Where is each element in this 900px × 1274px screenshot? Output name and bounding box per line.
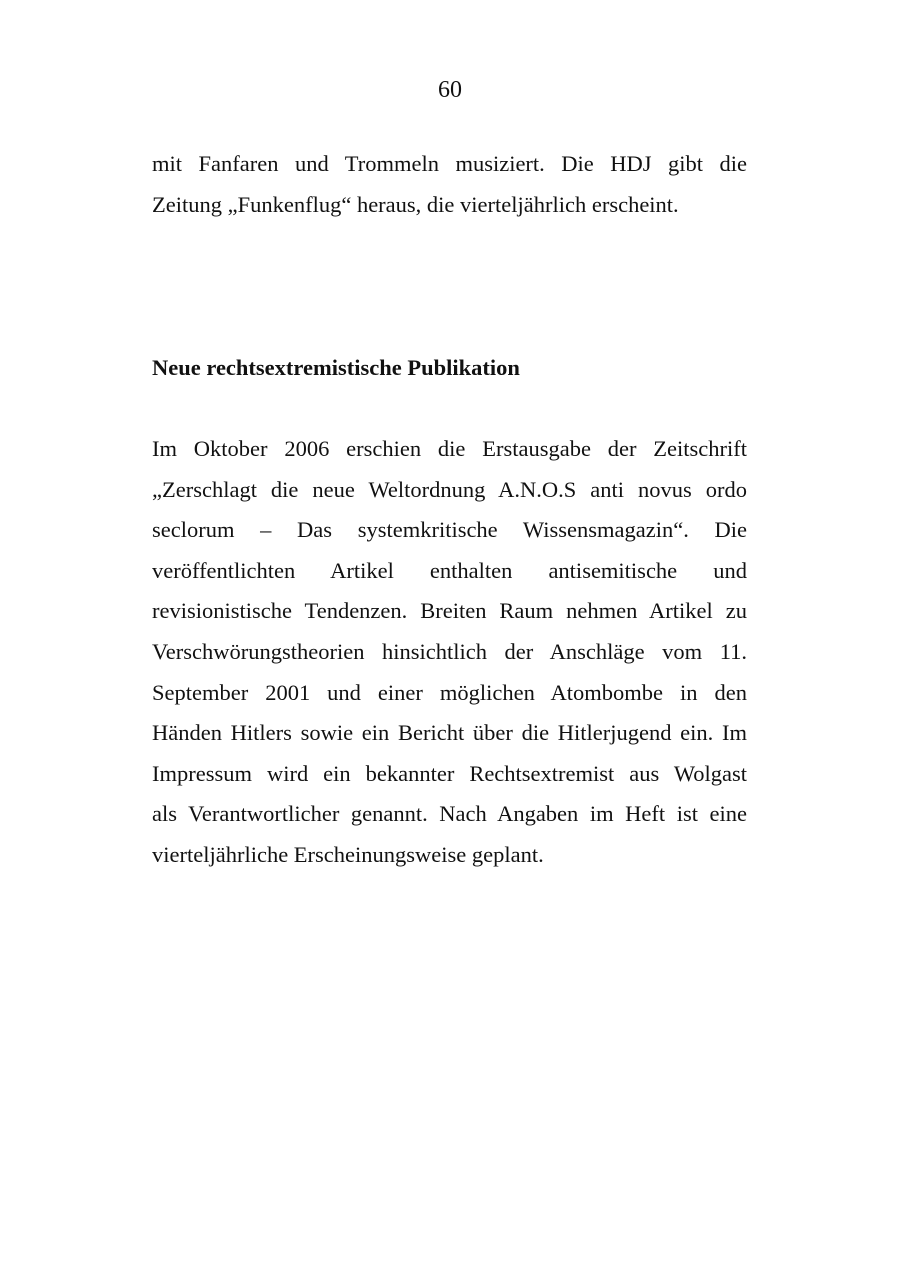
paragraph-line: Im Oktober 2006 erschien die Erstausgabe der Zeitschrift xyxy=(152,436,747,461)
paragraph-line: „Zerschlagt die neue Weltordnung A.N.O.S anti novus ordo xyxy=(152,476,747,502)
paragraph-line: Händen Hitlers sowie ein Bericht über die Hitlerjugend ein. Im xyxy=(152,720,747,746)
page-number: 60 xyxy=(438,77,462,103)
paragraph-line: als Verantwortlicher genannt. Nach Angaben im Heft ist eine xyxy=(152,801,747,827)
paragraph-line: seclorum – Das systemkritische Wissensmagazin“. Die xyxy=(152,517,747,543)
paragraph-line: mit Fanfaren und Trommeln musiziert. Die HDJ gibt die xyxy=(152,151,747,176)
paragraph-line: Verschwörungstheorien hinsichtlich der Anschläge vom 11. xyxy=(152,638,747,664)
paragraph-line: revisionistische Tendenzen. Breiten Raum nehmen Artikel zu xyxy=(152,598,747,624)
section-paragraph xyxy=(152,429,747,876)
paragraph-line: September 2001 und einer möglichen Atombombe in den xyxy=(152,679,747,705)
paragraph-line: veröffentlichten Artikel enthalten antisemitische und xyxy=(152,557,747,583)
section-heading: Neue rechtsextremistische Publikation xyxy=(152,355,520,380)
paragraph-line: vierteljährliche Erscheinungsweise geplant. xyxy=(152,841,544,867)
paragraph-line: Zeitung „Funkenflug“ heraus, die vierteljährlich erscheint. xyxy=(152,191,679,217)
intro-paragraph xyxy=(152,144,747,225)
paragraph-line: Impressum wird ein bekannter Rechtsextremist aus Wolgast xyxy=(152,760,747,786)
